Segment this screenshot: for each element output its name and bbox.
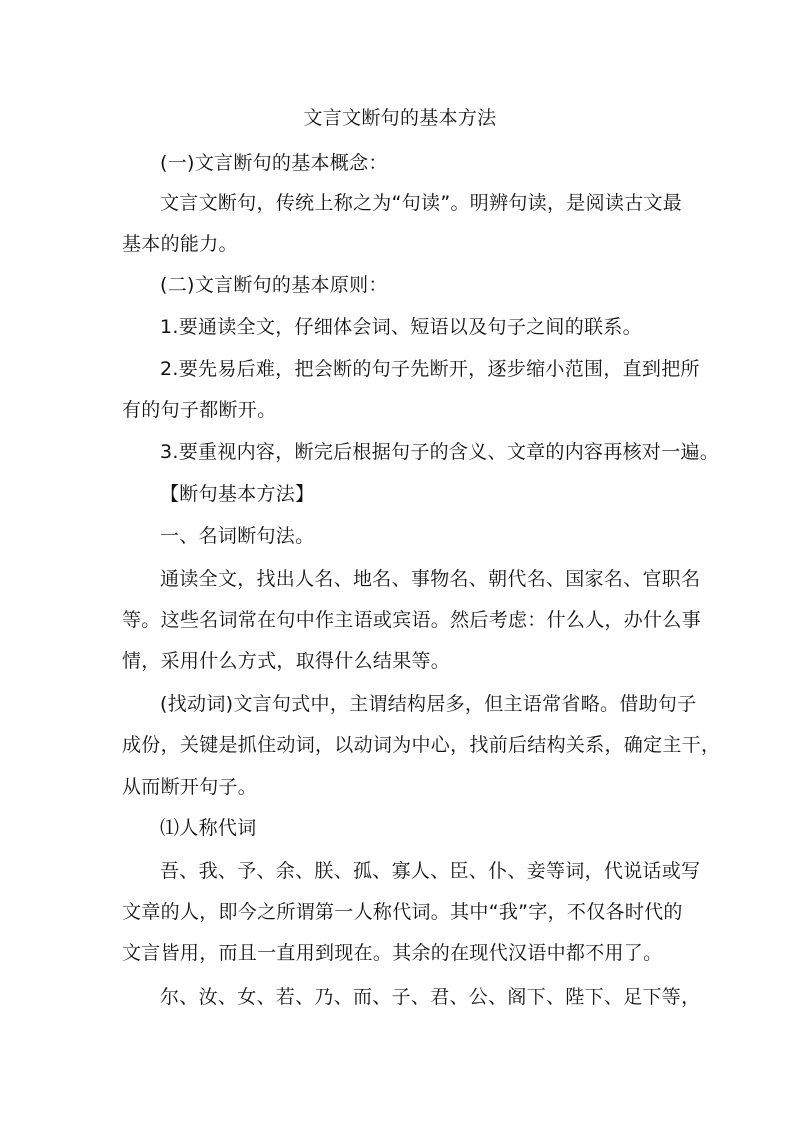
paragraph-line: 文言文断句，传统上称之为“句读”。明辨句读，是阅读古文最 <box>160 192 683 214</box>
section-heading-methods: 【断句基本方法】 <box>160 483 315 505</box>
document-title: 文言文断句的基本方法 <box>303 107 497 129</box>
paragraph-line: 吾、我、予、余、朕、孤、寡人、臣、仆、妾等词，代说话或写 <box>160 860 701 882</box>
paragraph-line: 文言皆用，而且一直用到现在。其余的在现代汉语中都不用了。 <box>122 942 663 964</box>
paragraph-line: 通读全文，找出人名、地名、事物名、朝代名、国家名、官职名 <box>160 568 701 590</box>
principle-item-1: 1.要通读全文，仔细体会词、短语以及句子之间的联系。 <box>160 316 642 338</box>
paragraph-line: 尔、汝、女、若、乃、而、子、君、公、阁下、陛下、足下等， <box>160 986 701 1008</box>
paragraph-line: 从而断开句子。 <box>122 776 258 798</box>
paragraph-line: 有的句子都断开。 <box>122 399 277 421</box>
section-heading-principles: (二)文言断句的基本原则： <box>160 274 388 296</box>
paragraph-line: 成份，关键是抓住动词，以动词为中心，找前后结构关系，确定主干， <box>122 734 721 756</box>
paragraph-line: (找动词)文言句式中，主谓结构居多，但主语常省略。借助句子 <box>160 693 697 715</box>
subheading-personal-pronoun: ⑴人称代词 <box>160 817 257 839</box>
paragraph-line: 基本的能力。 <box>122 233 238 255</box>
paragraph-line: 文章的人，即今之所谓第一人称代词。其中“我”字，不仅各时代的 <box>122 901 683 923</box>
principle-item-3: 3.要重视内容，断完后根据句子的含义、文章的内容再核对一遍。 <box>160 441 720 463</box>
section-heading-concept: (一)文言断句的基本概念： <box>160 152 388 174</box>
method-heading-noun: 一、名词断句法。 <box>160 525 315 547</box>
principle-item-2: 2.要先易后难，把会断的句子先断开，逐步缩小范围，直到把所 <box>160 358 700 380</box>
paragraph-line: 情，采用什么方式，取得什么结果等。 <box>122 650 451 672</box>
paragraph-line: 等。这些名词常在句中作主语或宾语。然后考虑：什么人，办什么事 <box>122 609 702 631</box>
